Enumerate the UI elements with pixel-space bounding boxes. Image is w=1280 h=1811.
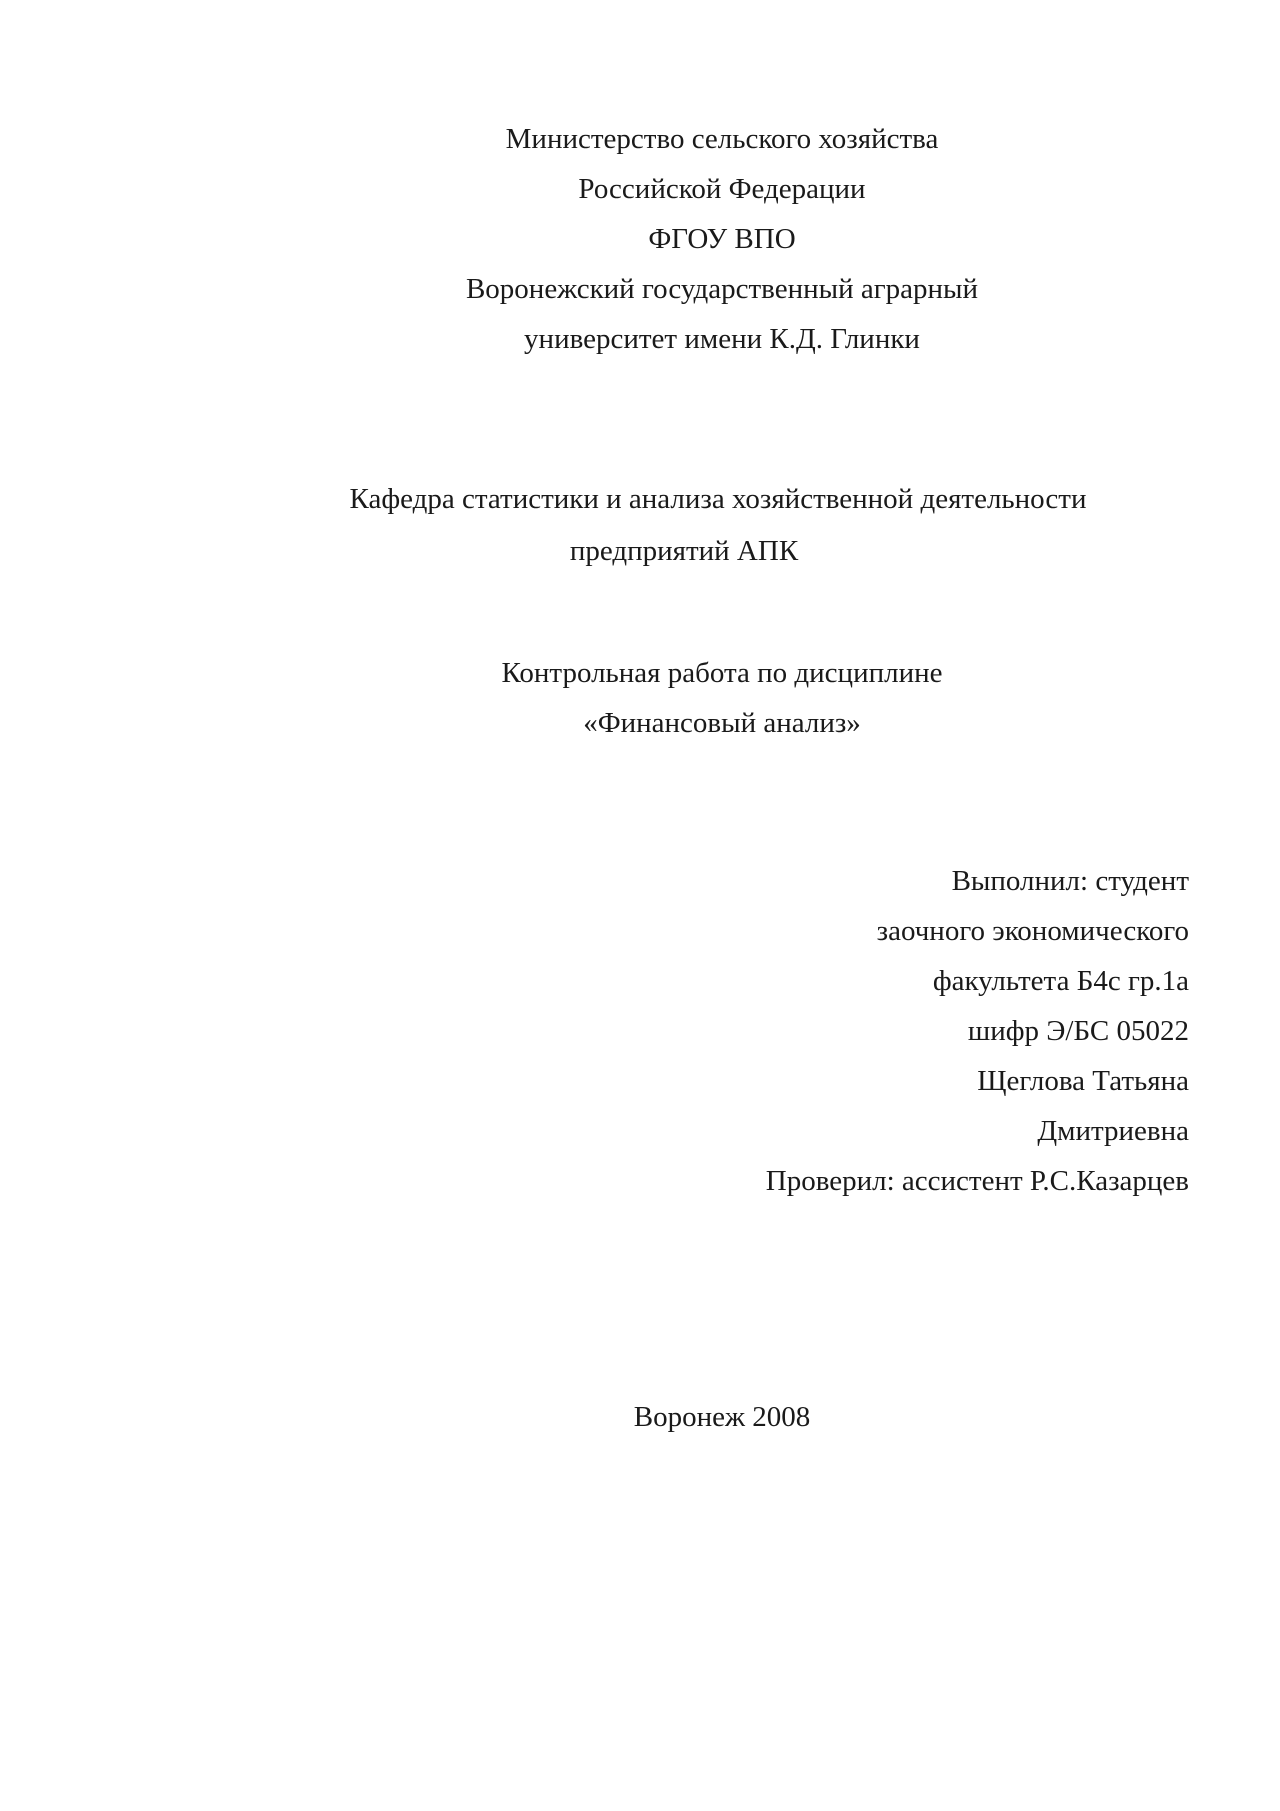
header-line-university-name: университет имени К.Д. Глинки [524,323,920,355]
city-year: Воронеж 2008 [633,1401,811,1433]
header-line-ministry: Министерство сельского хозяйства [505,123,939,155]
header-line-federation: Российской Федерации [578,173,866,205]
author-line-faculty: заочного экономического [876,915,1189,947]
author-line-patronymic: Дмитриевна [1037,1115,1189,1147]
author-line-group: факультета Б4с гр.1а [932,965,1189,997]
work-line-discipline: «Финансовый анализ» [583,707,861,739]
author-line-performed: Выполнил: студент [951,865,1189,897]
reviewer-line: Проверил: ассистент Р.С.Казарцев [765,1165,1189,1197]
author-line-code: шифр Э/БС 05022 [967,1015,1189,1047]
header-line-university: Воронежский государственный аграрный [465,273,979,305]
department-line-1: Кафедра статистики и анализа хозяйственной деятельности [349,483,1087,515]
work-line-type: Контрольная работа по дисциплине [501,657,943,689]
department-line-2: предприятий АПК [569,535,799,567]
author-line-name: Щеглова Татьяна [977,1065,1189,1097]
header-line-fgou: ФГОУ ВПО [648,223,796,255]
